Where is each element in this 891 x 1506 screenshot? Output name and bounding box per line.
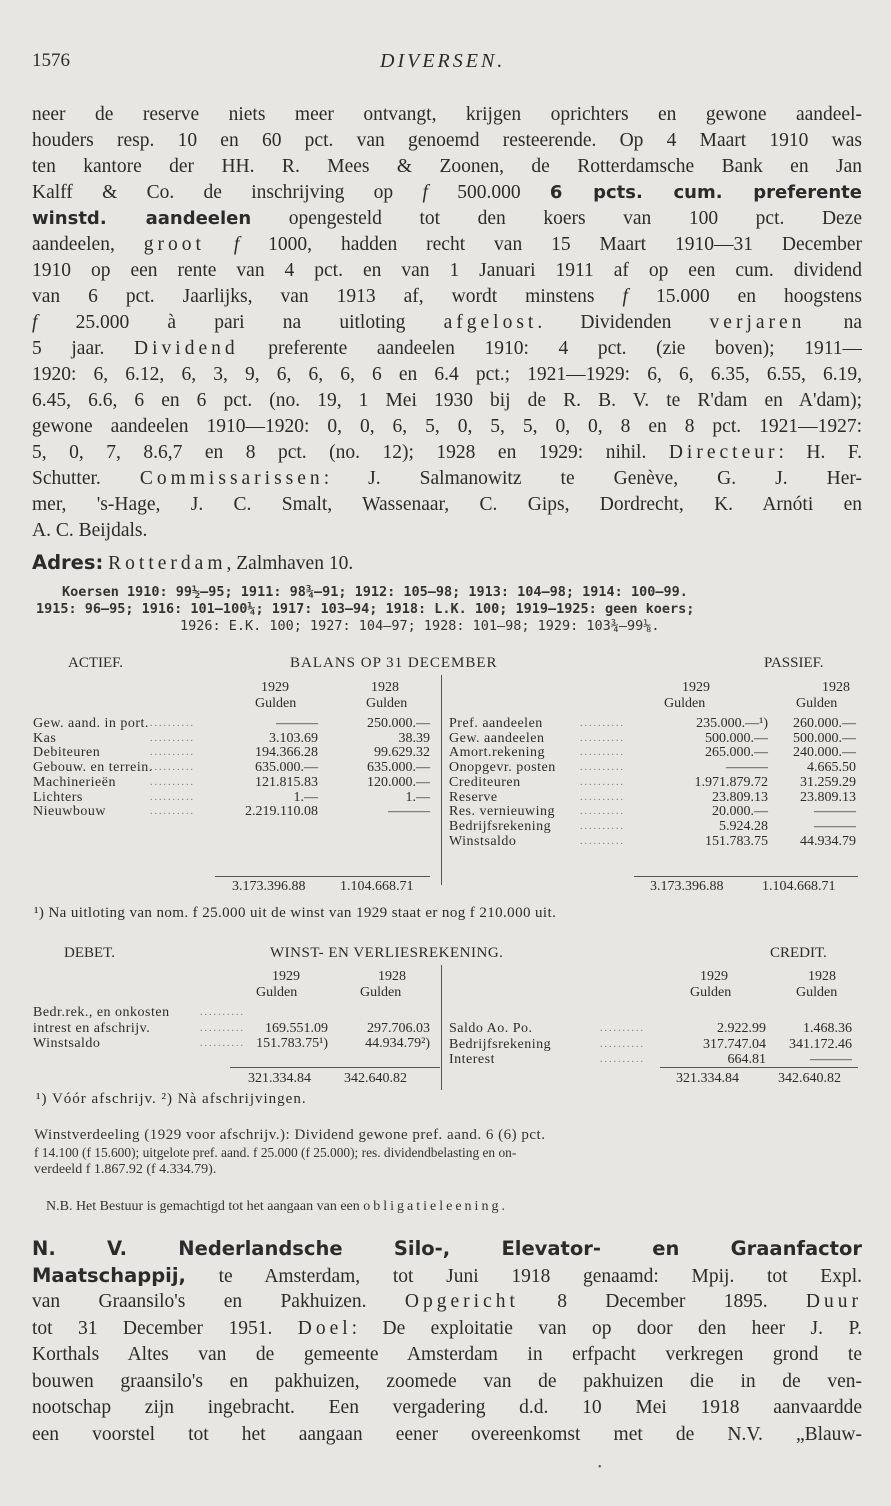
leader-dots: .......... xyxy=(150,806,195,818)
row-label: Bedrijfsrekening xyxy=(449,818,552,834)
leader-dots: .......... xyxy=(200,1022,245,1034)
value-1929: 1.— xyxy=(293,789,318,805)
leader-dots: .......... xyxy=(150,791,195,803)
text-line xyxy=(32,518,862,544)
value-1928: 44.934.79²) xyxy=(365,1036,430,1051)
leader-dots: .......... xyxy=(150,718,195,729)
text-segment: 25.000 à pari na uitloting xyxy=(37,312,444,333)
unit-header: Gulden xyxy=(664,696,706,711)
leader-dots: .......... xyxy=(580,835,625,847)
total-value: 1.104.668.71 xyxy=(340,879,414,894)
row-label: Res. vernieuwing xyxy=(449,804,555,820)
year-1929-header: 1929 xyxy=(272,969,300,984)
text-segment: gewone aandeelen 1910—1920: 0, 0, 6, 5, 0, 5, 5, 0, 0, 8 en 8 pct. 1921—1927: xyxy=(32,416,862,437)
text-segment: van 6 pct. Jaarlijks, van 1913 af, wordt minstens xyxy=(32,286,623,307)
text-segment: winstd. aandeelen xyxy=(32,208,252,229)
text-segment: verjaren xyxy=(709,312,806,333)
value-1928: 38.39 xyxy=(398,730,430,746)
leader-dots: .......... xyxy=(150,762,195,774)
value-1929: 235.000.—¹) xyxy=(696,716,768,731)
text-segment: : J. Salmanowitz te Genève, G. J. Her- xyxy=(323,468,862,489)
value-1929: 121.815.83 xyxy=(255,774,318,790)
text-segment: mer, 's-Hage, J. C. Smalt, Wassenaar, C. Gips, Dordrecht, K. Arnóti en xyxy=(32,494,862,515)
total-value: 3.173.396.88 xyxy=(650,879,724,894)
text-segment: Schutter. xyxy=(32,468,140,489)
text-segment: tot 31 December 1951. xyxy=(32,1317,298,1339)
balance-divider xyxy=(441,675,442,885)
text-segment: Directeur xyxy=(668,442,779,463)
row-label: Kas xyxy=(33,730,57,746)
total-rule xyxy=(215,876,430,877)
year-1928-header: 1928 xyxy=(378,969,406,984)
address-city: Rotterdam xyxy=(108,553,227,574)
nb-spaced: obligatieleening. xyxy=(363,1199,508,1214)
text-segment: te Amsterdam, tot Juni 1918 genaamd: Mpij. tot Expl. xyxy=(185,1265,862,1287)
row-label: Lichters xyxy=(33,789,83,805)
text-line xyxy=(32,362,862,388)
text-segment: Opgericht xyxy=(404,1291,519,1312)
text-segment: 5, 0, 7, 8.6,7 en 8 pct. (no. 12); 1928 en 1929: nihil. xyxy=(32,442,669,463)
row-label: Machinerieën xyxy=(33,774,116,790)
balance-actief-heading: ACTIEF. xyxy=(68,655,124,671)
distribution-line: verdeeld f 1.867.92 (f 4.334.79). xyxy=(34,1162,217,1177)
text-segment: 8 December 1895. xyxy=(518,1291,806,1312)
text-segment: 1910 op een rente van 4 pct. en van 1 Januari 1911 af op een cum. dividend xyxy=(32,260,862,281)
text-segment: 6.45, 6.6, 6 en 6 pct. (no. 19, 1 Mei 1930 bij de R. B. V. te R'dam en A'dam); xyxy=(32,390,862,411)
row-label: Gew. aand. in port. xyxy=(33,716,149,731)
balance-passief-heading: PASSIEF. xyxy=(764,655,824,671)
text-segment: . Dividenden xyxy=(537,312,710,333)
value-1929: 2.219.110.08 xyxy=(245,804,318,820)
text-line xyxy=(32,1316,862,1342)
text-segment: f xyxy=(622,286,628,307)
leader-dots: .......... xyxy=(580,791,625,803)
text-segment: 15.000 en hoogstens xyxy=(627,286,862,307)
leader-dots: .......... xyxy=(150,776,195,788)
text-line xyxy=(32,1289,862,1315)
total-value: 1.104.668.71 xyxy=(762,879,836,894)
total-value: 321.334.84 xyxy=(676,1071,739,1086)
value-1928: 23.809.13 xyxy=(800,789,856,805)
leader-dots: .......... xyxy=(580,762,625,774)
value-1928: 99.629.32 xyxy=(374,745,430,761)
row-label: Amort.rekening xyxy=(449,745,546,761)
value-1929: 1.971.879.72 xyxy=(694,774,768,790)
text-line xyxy=(32,102,862,128)
nb-note xyxy=(46,1199,508,1214)
text-segment: 500.000 xyxy=(427,182,550,203)
row-label: Interest xyxy=(449,1052,495,1067)
page-number: 1576 xyxy=(32,50,70,71)
text-segment: N. V. Nederlandsche Silo-, Elevator- en Graanfactor xyxy=(32,1237,862,1260)
value-1929: ——— xyxy=(726,760,768,776)
value-1928: 260.000.— xyxy=(793,716,856,731)
value-1929: ——— xyxy=(276,716,318,731)
text-line xyxy=(32,1263,862,1290)
text-segment: Korthals Altes van de gemeente Amsterdam in erfpacht verkregen grond te xyxy=(32,1344,862,1365)
unit-header: Gulden xyxy=(360,985,402,1000)
row-label: Reserve xyxy=(449,789,498,805)
bottom-mark: • xyxy=(598,1462,602,1473)
distribution-line: f 14.100 (f 15.600); uitgelote pref. aand. f 25.000 (f 25.000); res. dividendbelasting en on- xyxy=(34,1145,517,1160)
text-line xyxy=(32,232,862,258)
text-segment: Maatschappij, xyxy=(32,1263,186,1287)
text-segment: f xyxy=(32,312,38,333)
value-1929: 151.783.75 xyxy=(705,833,768,849)
year-1928-header: 1928 xyxy=(371,680,399,695)
value-1929: 5.924.28 xyxy=(719,818,768,834)
total-rule xyxy=(230,1067,440,1068)
pl-divider xyxy=(441,965,442,1090)
value-1929: 194.366.28 xyxy=(255,745,318,761)
text-segment: houders resp. 10 en 60 pct. van genoemd resteerende. Op 4 Maart 1910 was xyxy=(32,130,862,151)
text-line xyxy=(32,310,862,336)
value-1929: 151.783.75¹) xyxy=(256,1036,328,1051)
text-line xyxy=(32,284,862,310)
total-rule xyxy=(634,876,858,877)
leader-dots: .......... xyxy=(200,1038,245,1049)
leader-dots: .......... xyxy=(580,718,625,729)
value-1928: 4.665.50 xyxy=(807,760,856,776)
text-line xyxy=(32,1342,862,1368)
text-segment: groot xyxy=(143,234,205,255)
balance-footnote: ¹) Na uitloting van nom. f 25.000 uit de winst van 1929 staat er nog f 210.000 uit. xyxy=(34,905,557,921)
koersen-line: Koersen 1910: 99½—95; 1911: 98¾—91; 1912: 105—98; 1913: 104—98; 1914: 100—99. xyxy=(62,584,688,600)
row-label: Debiteuren xyxy=(33,745,101,761)
value-1928: 240.000.— xyxy=(793,745,856,761)
text-segment: Commissarissen xyxy=(139,468,324,489)
pl-footnote: ¹) Vóór afschrijv. ²) Nà afschrijvingen. xyxy=(36,1091,307,1107)
leader-dots: .......... xyxy=(580,747,625,759)
leader-dots: .......... xyxy=(600,1038,645,1050)
total-value: 3.173.396.88 xyxy=(232,879,306,894)
text-segment: : H. F. xyxy=(778,442,862,463)
text-line xyxy=(32,1236,862,1263)
text-segment: aandeelen, xyxy=(32,234,144,255)
row-label: Gew. aandeelen xyxy=(449,730,545,746)
text-segment: Doel xyxy=(297,1317,352,1339)
total-value: 342.640.82 xyxy=(344,1071,407,1086)
text-segment xyxy=(205,234,234,255)
leader-dots: .......... xyxy=(200,1007,245,1018)
value-1928: 1.— xyxy=(405,789,430,805)
text-segment: Dividend xyxy=(134,338,239,359)
value-1928: 44.934.79 xyxy=(800,833,856,849)
leader-dots: .......... xyxy=(150,747,195,759)
value-1929: 23.809.13 xyxy=(712,789,768,805)
text-line xyxy=(32,492,862,518)
text-segment: afgelost xyxy=(443,312,538,333)
row-label: Bedr.rek., en onkosten xyxy=(33,1005,170,1020)
value-1928: 250.000.— xyxy=(367,716,430,731)
leader-dots: .......... xyxy=(580,732,625,744)
value-1929: 20.000.— xyxy=(712,804,768,820)
text-line xyxy=(32,466,862,492)
address-line xyxy=(32,550,862,577)
balance-title: BALANS OP 31 DECEMBER xyxy=(290,655,498,671)
total-value: 342.640.82 xyxy=(778,1071,841,1086)
unit-header: Gulden xyxy=(255,696,297,711)
text-segment: Duur xyxy=(805,1291,862,1312)
text-segment: 1920: 6, 6.12, 6, 3, 9, 6, 6, 6, 6 en 6.4 pct.; 1921—1929: 6, 6, 6.35, 6.55, 6.19, xyxy=(32,364,862,385)
year-1928-header: 1928 xyxy=(808,969,836,984)
value-1928: 1.468.36 xyxy=(803,1021,852,1036)
pl-debet-heading: DEBET. xyxy=(64,945,115,961)
year-1928-header: 1928 xyxy=(822,680,850,695)
address-street: , Zalmhaven 10. xyxy=(226,553,354,574)
row-label: intrest en afschrijv. xyxy=(33,1020,151,1036)
text-segment: 6 pcts. cum. preferente xyxy=(549,182,862,203)
row-label: Saldo Ao. Po. xyxy=(449,1021,533,1036)
leader-dots: .......... xyxy=(600,1054,645,1065)
koersen-line: 1926: E.K. 100; 1927: 104—97; 1928: 101—98; 1929: 103¾—99⅛. xyxy=(180,618,660,634)
text-segment: een voorstel tot het aangaan eener overeenkomst met de N.V. „Blauw- xyxy=(32,1423,862,1445)
unit-header: Gulden xyxy=(366,696,408,711)
value-1928: ——— xyxy=(814,818,856,834)
text-line xyxy=(32,1395,862,1421)
unit-header: Gulden xyxy=(690,985,732,1000)
total-rule xyxy=(660,1067,858,1068)
row-label: Nieuwbouw xyxy=(33,804,106,820)
text-segment: na xyxy=(805,312,862,333)
row-label: Winstsaldo xyxy=(33,1036,101,1051)
text-segment: A. C. Beijdals. xyxy=(32,520,148,541)
row-label: Winstsaldo xyxy=(449,833,517,849)
text-line xyxy=(32,336,862,362)
text-line xyxy=(32,154,862,180)
value-1929: 317.747.04 xyxy=(703,1036,766,1052)
address-label: Adres: xyxy=(32,551,104,574)
text-line xyxy=(32,206,862,232)
text-line xyxy=(32,388,862,414)
value-1929: 3.103.69 xyxy=(269,730,318,746)
text-line xyxy=(32,440,862,466)
text-segment: : De exploitatie van op door den heer J. P. xyxy=(351,1317,862,1339)
value-1928: 635.000.— xyxy=(367,760,430,776)
year-1929-header: 1929 xyxy=(261,680,289,695)
text-segment: van Graansilo's en Pakhuizen. xyxy=(32,1291,405,1312)
text-segment: bouwen graansilo's en pakhuizen, zoomede van de pakhuizen die in de ven- xyxy=(32,1370,862,1392)
value-1929: 169.551.09 xyxy=(265,1020,328,1036)
value-1928: 31.259.29 xyxy=(800,774,856,790)
year-1929-header: 1929 xyxy=(682,680,710,695)
row-label: Onopgevr. posten xyxy=(449,760,556,776)
text-line xyxy=(32,414,862,440)
text-segment: neer de reserve niets meer ontvangt, krijgen oprichters en gewone aandeel- xyxy=(32,104,862,125)
row-label: Crediteuren xyxy=(449,774,521,790)
text-segment: nootschap zijn ingebracht. Een vergadering d.d. 10 Mei 1918 aanvaardde xyxy=(32,1397,862,1418)
distribution-line: Winstverdeeling (1929 voor afschrijv.): Dividend gewone pref. aand. 6 (6) pct. xyxy=(34,1127,546,1143)
year-1929-header: 1929 xyxy=(700,969,728,984)
text-line xyxy=(32,1369,862,1395)
total-value: 321.334.84 xyxy=(248,1071,311,1086)
value-1928: 341.172.46 xyxy=(789,1036,852,1052)
value-1929: 500.000.— xyxy=(705,730,768,746)
leader-dots: .......... xyxy=(580,806,625,818)
text-line xyxy=(32,1422,862,1448)
text-segment: f xyxy=(422,182,428,203)
pl-title: WINST- EN VERLIESREKENING. xyxy=(270,945,504,961)
pl-credit-heading: CREDIT. xyxy=(770,945,827,961)
unit-header: Gulden xyxy=(796,985,838,1000)
text-segment: 5 jaar. xyxy=(32,338,135,359)
value-1929: 265.000.— xyxy=(705,745,768,761)
value-1928: 297.706.03 xyxy=(367,1020,430,1036)
leader-dots: .......... xyxy=(580,820,625,832)
unit-header: Gulden xyxy=(256,985,298,1000)
leader-dots: .......... xyxy=(600,1023,645,1034)
text-segment: Kalff & Co. de inschrijving op xyxy=(32,182,423,203)
value-1929: 2.922.99 xyxy=(717,1021,766,1036)
text-line xyxy=(32,128,862,154)
row-label: Gebouw. en terrein. xyxy=(33,760,153,776)
leader-dots: .......... xyxy=(150,732,195,744)
unit-header: Gulden xyxy=(796,696,838,711)
value-1928: 120.000.— xyxy=(367,774,430,790)
text-segment: f xyxy=(233,234,240,255)
text-segment: 1000, hadden recht van 15 Maart 1910—31 December xyxy=(239,234,862,255)
text-segment: ten kantore der HH. R. Mees & Zoonen, de Rotterdamsche Bank en Jan xyxy=(32,156,862,177)
value-1928: ——— xyxy=(810,1052,852,1067)
row-label: Bedrijfsrekening xyxy=(449,1036,552,1052)
value-1928: 500.000.— xyxy=(793,730,856,746)
running-title: DIVERSEN. xyxy=(380,50,506,72)
value-1929: 664.81 xyxy=(727,1052,766,1067)
text-line xyxy=(32,258,862,284)
text-segment: preferente aandeelen 1910: 4 pct. (zie boven); 1911— xyxy=(238,338,862,359)
value-1928: ——— xyxy=(814,804,856,820)
row-label: Pref. aandeelen xyxy=(449,716,543,731)
value-1928: ——— xyxy=(388,804,430,820)
nb-text: N.B. Het Bestuur is gemachtigd tot het aangaan van een xyxy=(46,1199,364,1214)
value-1929: 635.000.— xyxy=(255,760,318,776)
text-line xyxy=(32,180,862,206)
leader-dots: .......... xyxy=(580,776,625,788)
text-segment: opengesteld tot den koers van 100 pct. Deze xyxy=(251,208,862,229)
koersen-line: 1915: 96—95; 1916: 101—100¼; 1917: 103—94; 1918: L.K. 100; 1919—1925: geen koers; xyxy=(36,601,695,617)
